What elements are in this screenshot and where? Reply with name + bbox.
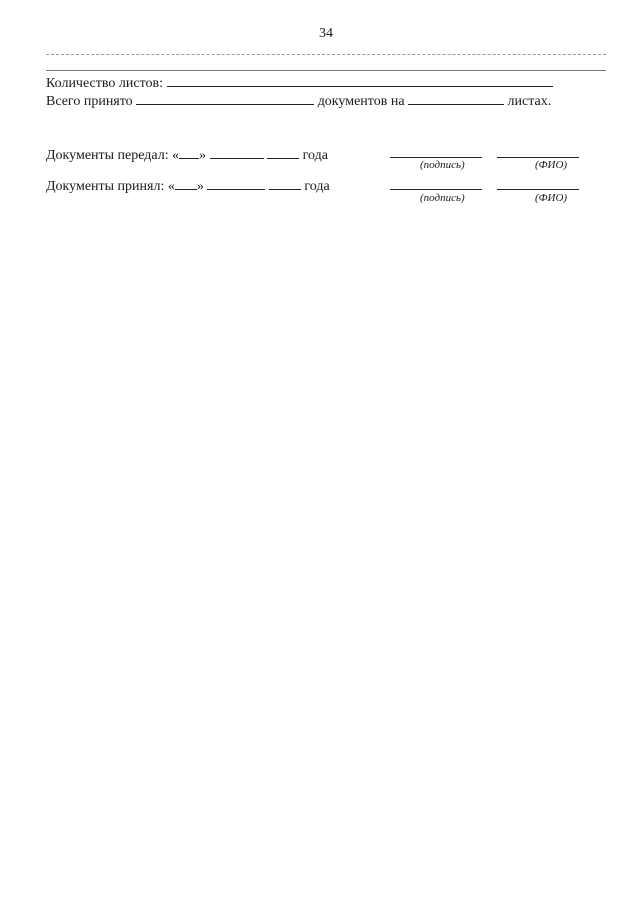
accepted-signature-line[interactable] — [390, 189, 482, 190]
accepted-name-caption: (ФИО) — [535, 192, 568, 204]
accepted-name-line[interactable] — [497, 189, 579, 190]
documents-on-label: документов на — [317, 94, 405, 109]
accepted-day-field[interactable] — [175, 177, 197, 190]
handed-over-year-word: года — [302, 148, 328, 163]
handed-over-day-field[interactable] — [179, 146, 199, 159]
accepted-row — [46, 177, 330, 195]
total-received-label: Всего принято — [46, 94, 133, 109]
header-rule-bottom — [46, 70, 606, 71]
accepted-label: Документы принял: « — [46, 179, 175, 194]
handed-over-signature-caption: (подпись) — [420, 159, 465, 171]
accepted-close-quote: » — [196, 179, 204, 194]
sheets-count-label: Количество листов: — [46, 76, 164, 91]
header-rule-top — [46, 54, 606, 55]
page-number: 34 — [319, 26, 333, 41]
handed-over-name-caption: (ФИО) — [535, 159, 568, 171]
handed-over-name-line[interactable] — [497, 157, 579, 158]
sheets-label: листах. — [507, 94, 552, 109]
handed-over-row — [46, 146, 328, 164]
handed-over-close-quote: » — [199, 148, 207, 163]
sheets-count-row — [46, 74, 553, 92]
accepted-month-field[interactable] — [207, 177, 265, 190]
sheets-total-field[interactable] — [408, 92, 504, 105]
sheets-count-field[interactable] — [167, 74, 553, 87]
handed-over-year-field[interactable] — [267, 146, 299, 159]
total-received-row — [46, 92, 551, 110]
documents-count-field[interactable] — [136, 92, 314, 105]
handed-over-month-field[interactable] — [210, 146, 264, 159]
handed-over-signature-line[interactable] — [390, 157, 482, 158]
accepted-year-field[interactable] — [269, 177, 301, 190]
accepted-year-word: года — [304, 179, 330, 194]
accepted-signature-caption: (подпись) — [420, 192, 465, 204]
handed-over-label: Документы передал: « — [46, 148, 180, 163]
